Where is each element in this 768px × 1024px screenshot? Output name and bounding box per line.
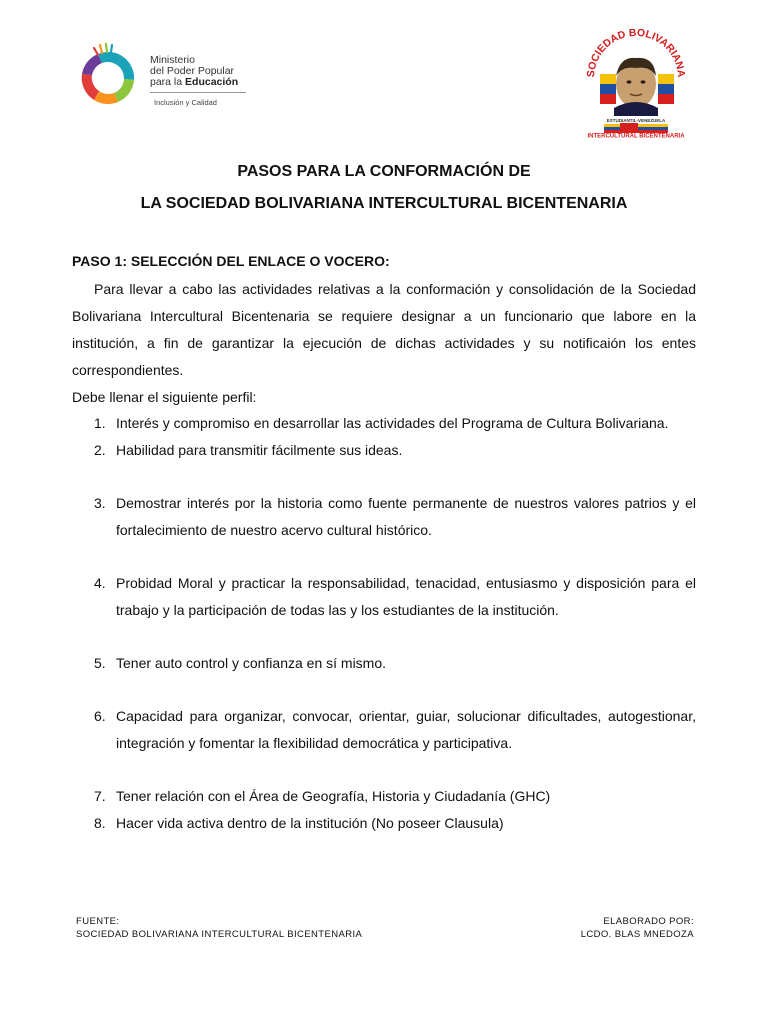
ministry-name-line3-bold: Educación <box>185 76 239 88</box>
list-item-text: Tener relación con el Área de Geografía, Historia y Ciudadanía (GHC) <box>116 788 551 804</box>
list-item-text: Capacidad para organizar, convocar, orientar, guiar, solucionar dificultades, autogestionar, integración y fomentar la flexibilidad democrática y participativa. <box>116 708 696 751</box>
list-item-text: Interés y compromiso en desarrollar las actividades del Programa de Cultura Bolivariana. <box>116 415 669 431</box>
list-item <box>94 810 696 837</box>
list-item-number: 8. <box>94 815 106 831</box>
list-item <box>94 490 696 544</box>
emblem-arc-text: SOCIEDAD BOLIVARIANA <box>584 26 688 78</box>
list-item <box>94 783 696 810</box>
ministry-name-line3-prefix: para la <box>150 76 186 88</box>
document-title-line1: PASOS PARA LA CONFORMACIÓN DE <box>237 163 531 180</box>
footer-author <box>581 915 694 941</box>
emblem-bottom-text: INTERCULTURAL BICENTENARIA <box>587 133 685 138</box>
profile-intro: Debe llenar el siguiente perfil: <box>72 389 257 405</box>
footer-source-value: SOCIEDAD BOLIVARIANA INTERCULTURAL BICENTENARIA <box>76 929 363 940</box>
list-item-number: 7. <box>94 788 106 804</box>
list-item-text: Habilidad para transmitir fácilmente sus ideas. <box>116 442 403 458</box>
list-item-number: 5. <box>94 655 106 671</box>
footer-source-label: FUENTE: <box>76 916 120 927</box>
list-item <box>94 703 696 757</box>
document-body <box>72 250 696 837</box>
list-item-number: 1. <box>94 415 106 431</box>
list-item-number: 2. <box>94 442 106 458</box>
footer-author-label: ELABORADO POR: <box>603 916 694 927</box>
emblem-small-text: ESTUDIANTIL-VENEZUELA <box>606 118 666 123</box>
list-item <box>94 437 696 464</box>
ministry-name <box>150 55 238 88</box>
list-item <box>94 410 696 437</box>
list-item <box>94 650 696 677</box>
list-item <box>94 570 696 624</box>
ministry-logo <box>72 40 252 116</box>
ministry-name-line1: Ministerio <box>150 54 195 66</box>
step1-paragraph: Para llevar a cabo las actividades relativas a la conformación y consolidación de la Sociedad Bolivariana Intercultural Bicentenaria se requiere designar a un funcionario que labore en la institución, a fin de garantizar la ejecución de dichas actividades y su notificaión los entes correspondientes. <box>72 281 696 378</box>
ministry-name-line3 <box>150 77 238 88</box>
ministry-ring-icon <box>72 40 148 116</box>
ministry-slogan: Inclusión y Calidad <box>154 98 217 107</box>
ministry-name-line2: del Poder Popular <box>150 65 235 77</box>
sociedad-bolivariana-emblem <box>580 26 692 138</box>
list-item-text: Hacer vida activa dentro de la institución (No poseer Clausula) <box>116 815 504 831</box>
document-title-line2: LA SOCIEDAD BOLIVARIANA INTERCULTURAL BICENTENARIA <box>140 195 628 212</box>
step1-heading: PASO 1: SELECCIÓN DEL ENLACE O VOCERO: <box>72 253 390 269</box>
list-item-text: Demostrar interés por la historia como fuente permanente de nuestros valores patrios y el fortalecimiento de nuestro acervo cultural histórico. <box>116 495 696 538</box>
list-item-number: 3. <box>94 495 106 511</box>
ministry-divider <box>150 92 246 93</box>
list-item-text: Probidad Moral y practicar la responsabilidad, tenacidad, entusiasmo y disposición para el trabajo y la participación de todas las y los estudiantes de la institución. <box>116 575 696 618</box>
bolivar-emblem-icon <box>580 26 692 138</box>
footer-source <box>76 915 362 941</box>
list-item-number: 4. <box>94 575 106 591</box>
list-item-text: Tener auto control y confianza en sí mismo. <box>116 655 387 671</box>
requirements-list <box>72 410 696 837</box>
list-item-number: 6. <box>94 708 106 724</box>
footer-author-value: LCDO. BLAS MNEDOZA <box>580 929 694 940</box>
